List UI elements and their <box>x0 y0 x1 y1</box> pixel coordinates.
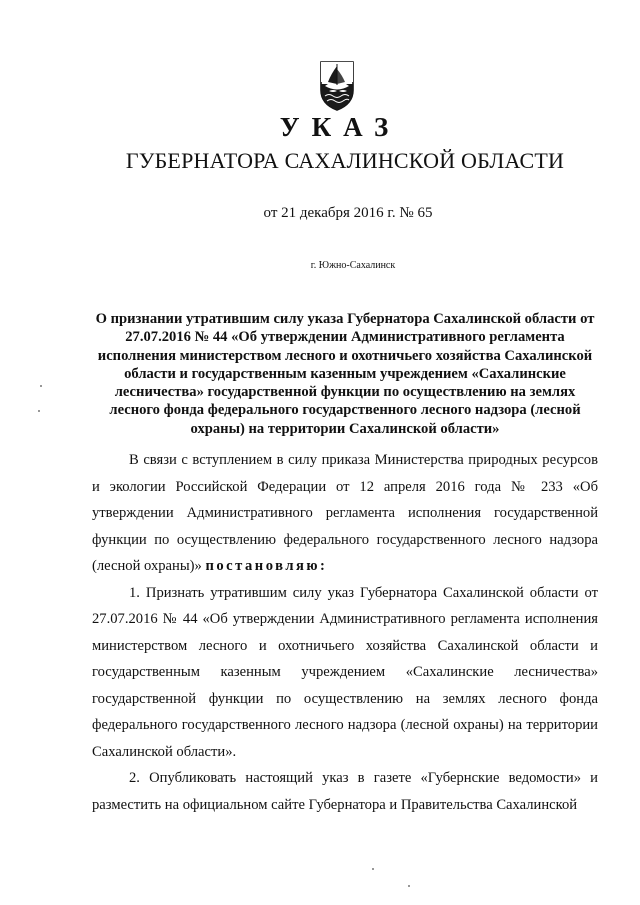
document-subtitle: ГУБЕРНАТОРА САХАЛИНСКОЙ ОБЛАСТИ <box>125 148 565 173</box>
document-title: УКАЗ <box>279 112 401 142</box>
sakhalin-coat-of-arms-icon <box>319 60 355 112</box>
decree-word: постановляю: <box>205 558 328 574</box>
scan-speck <box>38 410 40 412</box>
document-date-number: от 21 декабря 2016 г. № 65 <box>263 205 433 221</box>
scan-speck <box>408 885 410 887</box>
item-2-paragraph: 2. Опубликовать настоящий указ в газете «Губернские ведомости» и разместить на официальном сайте Губернатора и Правительства Сахалинской <box>92 770 598 813</box>
scan-speck <box>372 868 374 870</box>
scan-speck <box>40 385 42 387</box>
decree-heading: О признании утратившим силу указа Губернатора Сахалинской области от 27.07.2016 № 44 «Об утверждении Административного регламента исполнения министерством лесного и охотничьего хозяйства Сахалинской области и государственным казенным учреждением «Сахалинские лесничества» государственной функции по осуществлению на землях лесного фонда федерального государственного лесного надзора (лесной охраны) на территории Сахалинской области» <box>95 311 595 437</box>
preamble-text: В связи с вступлением в силу приказа Министерства природных ресурсов и экологии Российской Федерации от 12 апреля 2016 года № 233 «Об утверждении Административного регламента исполнения государственной функции по осуществлению федерального государственного лесного надзора (лесной охраны)» <box>92 452 598 574</box>
document-city: г. Южно-Сахалинск <box>310 260 396 271</box>
item-1-paragraph: 1. Признать утратившим силу указ Губернатора Сахалинской области от 27.07.2016 № 44 «Об утверждении Административного регламента исполнения министерством лесного и охотничьего хозяйства Сахалинской области и государственным казенным учреждением «Сахалинские лесничества» государственной функции по осуществлению на землях лесного фонда федерального государственного лесного надзора (лесной охраны) на территории Сахалинской области». <box>92 584 598 760</box>
preamble-paragraph <box>92 447 598 580</box>
decree-body <box>92 447 598 818</box>
